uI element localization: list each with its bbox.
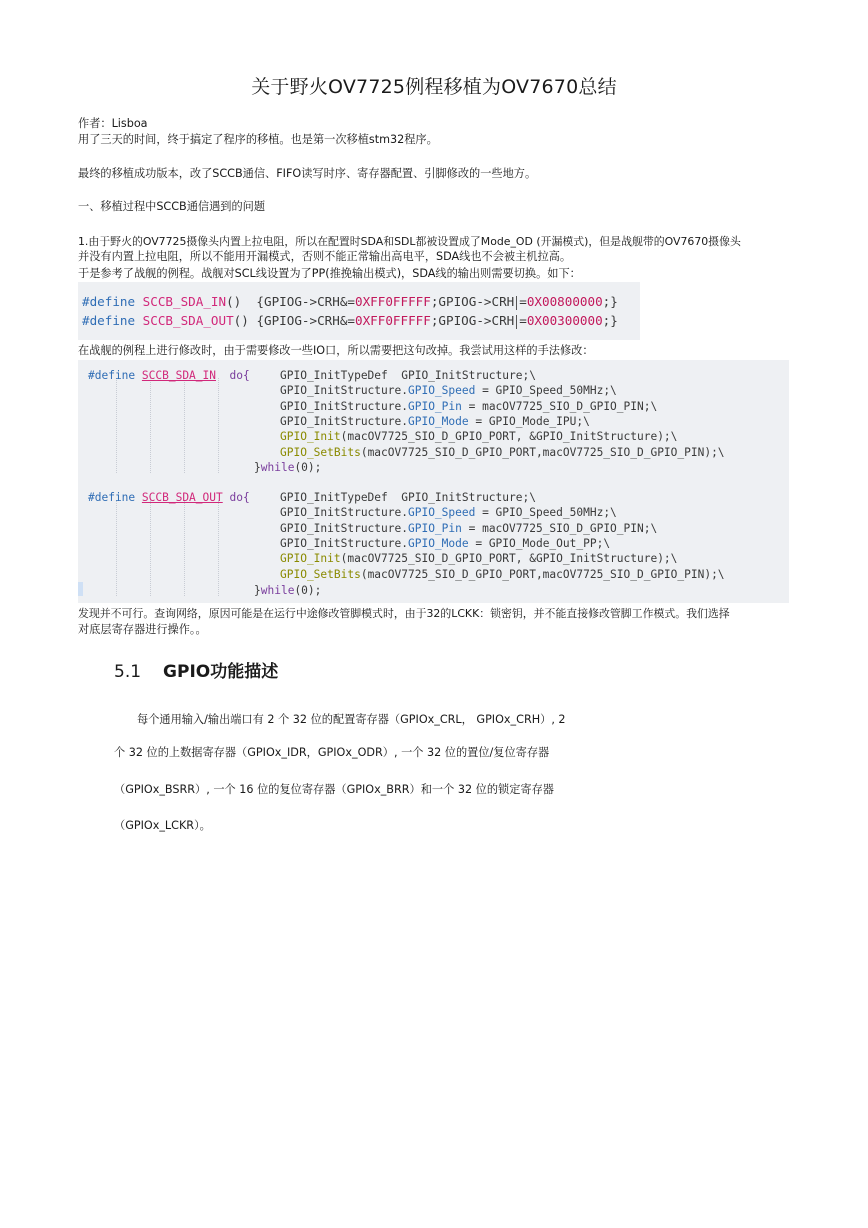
paragraph-4-line-2: 对底层寄存器进行操作。。 <box>78 623 207 636</box>
code-line: GPIO_Init(macOV7725_SIO_D_GPIO_PORT, &GPIO_InitStructure);\ <box>280 552 678 566</box>
code-line: #define SCCB_SDA_OUT() {GPIOG->CRH&=0XFF0FFFFF;GPIOG->CRH =0X00300000;} <box>82 313 618 328</box>
paragraph-1-line-1: 1.由于野火的OV7725摄像头内置上拉电阻，所以在配置时SDA和SDL都被设置成了Mode_OD (开漏模式)，但是战舰带的OV7670摄像头 <box>78 235 741 248</box>
author-line: 作者：Lisboa <box>78 117 148 130</box>
intro-paragraph: 用了三天的时间，终于搞定了程序的移植。也是第一次移植stm32程序。 <box>78 133 438 146</box>
code-block-define-macros <box>78 282 640 340</box>
text-cursor-icon <box>516 315 517 329</box>
code-line: #define SCCB_SDA_IN() {GPIOG->CRH&=0XFF0FFFFF;GPIOG->CRH =0X00800000;} <box>82 294 618 309</box>
gpio-text-line-4: （GPIOx_LCKR）。 <box>114 819 211 832</box>
code-line: GPIO_InitStructure.GPIO_Speed = GPIO_Speed_50MHz;\ <box>280 384 617 398</box>
paragraph-3: 在战舰的例程上进行修改时，由于需要修改一些IO口，所以需要把这句改掉。我尝试用这样的手法修改： <box>78 344 594 357</box>
section-heading-1: 一、移植过程中SCCB通信遇到的问题 <box>78 200 266 213</box>
code-line: GPIO_Init(macOV7725_SIO_D_GPIO_PORT, &GPIO_InitStructure);\ <box>280 430 678 444</box>
code-line: GPIO_SetBits(macOV7725_SIO_D_GPIO_PORT,macOV7725_SIO_D_GPIO_PIN);\ <box>280 567 725 581</box>
code-line: #define SCCB_SDA_OUT do{ <box>88 491 250 504</box>
gpio-text-line-3: （GPIOx_BSRR）, 一个 16 位的复位寄存器（GPIOx_BRR）和一个 32 位的锁定寄存器 <box>114 783 554 796</box>
code-line: GPIO_InitStructure.GPIO_Mode = GPIO_Mode_IPU;\ <box>280 415 590 429</box>
selection-marker <box>78 582 83 596</box>
text-cursor-icon <box>516 296 517 310</box>
code-line: }while(0); <box>254 461 322 474</box>
code-line: GPIO_InitStructure.GPIO_Speed = GPIO_Speed_50MHz;\ <box>280 506 617 520</box>
gpio-text-line-1: 每个通用输入/输出端口有 2 个 32 位的配置寄存器（GPIOx_CRL， GPIOx_CRH）, 2 <box>137 713 566 726</box>
paragraph-4-line-1: 发现并不可行。查询网络，原因可能是在运行中途修改管脚模式时，由于32的LCKK：锁密钥，并不能直接修改管脚工作模式。我们选择 <box>78 607 730 620</box>
paragraph-2: 于是参考了战舰的例程。战舰对SCL线设置为了PP(推挽输出模式)，SDA线的输出则需要切换。如下： <box>78 267 581 280</box>
gpio-section-heading: 5.1 GPIO功能描述 <box>114 662 279 682</box>
summary-paragraph: 最终的移植成功版本，改了SCCB通信、FIFO读写时序、寄存器配置、引脚修改的一些地方。 <box>78 167 537 180</box>
code-line: GPIO_InitStructure.GPIO_Mode = GPIO_Mode_Out_PP;\ <box>280 537 611 551</box>
code-line: GPIO_SetBits(macOV7725_SIO_D_GPIO_PORT,macOV7725_SIO_D_GPIO_PIN);\ <box>280 445 725 459</box>
code-line: GPIO_InitStructure.GPIO_Pin = macOV7725_SIO_D_GPIO_PIN;\ <box>280 399 658 413</box>
gpio-text-line-2: 个 32 位的上数据寄存器（GPIOx_IDR，GPIOx_ODR）, 一个 32 位的置位/复位寄存器 <box>114 746 550 759</box>
code-line: #define SCCB_SDA_IN do{ <box>88 369 250 382</box>
paragraph-1-line-2: 并没有内置上拉电阻，所以不能用开漏模式，否则不能正常输出高电平，SDA线也不会被主机拉高。 <box>78 250 572 263</box>
code-line: GPIO_InitTypeDef GPIO_InitStructure;\ <box>280 491 536 504</box>
code-block-do-while-macros <box>78 360 789 603</box>
page-title: 关于野火OV7725例程移植为OV7670总结 <box>251 76 617 98</box>
code-line: GPIO_InitStructure.GPIO_Pin = macOV7725_SIO_D_GPIO_PIN;\ <box>280 521 658 535</box>
code-line: GPIO_InitTypeDef GPIO_InitStructure;\ <box>280 369 536 382</box>
code-line: }while(0); <box>254 584 322 597</box>
